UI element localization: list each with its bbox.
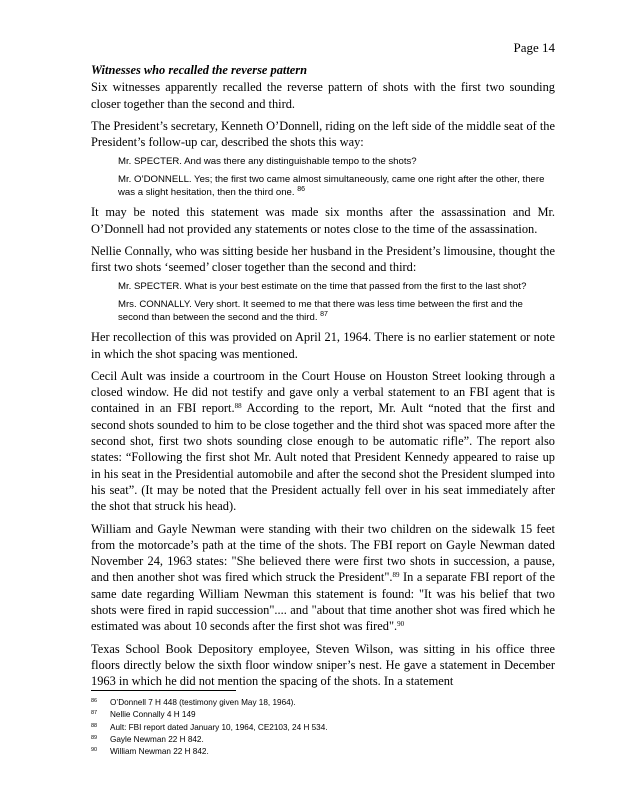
testimony-quote-connally bbox=[118, 281, 555, 324]
quote-line-specter-2: Mr. SPECTER. What is your best estimate on the time that passed from the first to the last shot? bbox=[118, 281, 527, 293]
quote-line-connally bbox=[118, 299, 555, 324]
footnote-ref-86: 86 bbox=[297, 185, 305, 193]
footnote-text: Nellie Connally 4 H 149 bbox=[110, 710, 196, 720]
paragraph-ault bbox=[91, 368, 555, 515]
footnote-divider bbox=[91, 690, 236, 691]
section-heading: Witnesses who recalled the reverse pattern bbox=[91, 63, 308, 77]
footnote bbox=[91, 734, 555, 746]
footnote bbox=[91, 746, 555, 758]
testimony-quote-odonnell bbox=[118, 156, 555, 199]
paragraph-newman bbox=[91, 521, 555, 635]
page-body bbox=[91, 62, 555, 695]
page-number: Page 14 bbox=[513, 40, 555, 55]
footnote-ref-88: 88 bbox=[234, 402, 242, 411]
quote-text-odonnell: Mr. O’DONNELL. Yes; the first two came almost simultaneously, came one right after the other, there was a slight hesitation, then the third one. bbox=[118, 174, 545, 198]
paragraph-wilson: Texas School Book Depository employee, Steven Wilson, was sitting in his office three floors directly below the sixth floor window sniper’s nest. He gave a statement in December 1963 in which he did not mention the spacing of the shots. In a statement bbox=[91, 641, 555, 689]
quote-line-specter-1: Mr. SPECTER. And was there any distinguishable tempo to the shots? bbox=[118, 156, 417, 168]
ault-text-1: Cecil Ault was inside a courtroom in the Court House on Houston Street looking through a closed window. He did not testify and gave only a verbal statement to an FBI agent that is contained in an FBI report. bbox=[91, 368, 555, 416]
ault-text-2: According to the report, Mr. Ault “noted that the first and second shots sounded to him to be close together and the third shot was spaced more after the second shot, first two shots sounding close enough to be automatic rifle”. The report also states: “Following the first shot Mr. Ault noted that President Kennedy appeared to raise up in his seat in the Presidential automobile and after the second shot the President slumped into his seat”. (It may be noted that the President actually fell over in his seat immediately after the shot that struck his head). bbox=[91, 401, 555, 514]
footnote-ref-87: 87 bbox=[320, 310, 328, 318]
footnote bbox=[91, 709, 555, 721]
footnote-number: 90 bbox=[91, 747, 98, 754]
footnote bbox=[91, 722, 555, 734]
quote-line-odonnell bbox=[118, 174, 555, 199]
footnote-text: William Newman 22 H 842. bbox=[110, 747, 209, 757]
footnote-text: O’Donnell 7 H 448 (testimony given May 18, 1964). bbox=[110, 698, 296, 707]
footnote-ref-89: 89 bbox=[392, 571, 400, 580]
footnote-number: 88 bbox=[91, 722, 98, 729]
paragraph-odonnell-note: It may be noted this statement was made six months after the assassination and Mr. O’Donnell had not provided any statements or notes close to the time of the assassination. bbox=[91, 205, 555, 236]
footnotes bbox=[91, 697, 555, 758]
quote-text-connally: Mrs. CONNALLY. Very short. It seemed to me that there was less time between the first and the second than between the second and the third. bbox=[118, 299, 523, 323]
footnote-ref-90: 90 bbox=[397, 620, 405, 629]
footnote-text: Gayle Newman 22 H 842. bbox=[110, 734, 204, 744]
newman-text-1: William and Gayle Newman were standing with their two children on the sidewalk 15 feet from the motorcade’s path at the time of the shots. The FBI report on Gayle Newman dated November 24, 1963 states: "She believed there were first two shots in succession, a pause, and then another shot was fired which struck the President". bbox=[91, 521, 555, 585]
paragraph-connally-note: Her recollection of this was provided on April 21, 1964. There is no earlier statement or note in which the shot spacing was mentioned. bbox=[91, 330, 555, 361]
paragraph-intro: Six witnesses apparently recalled the reverse pattern of shots with the first two sounding closer together than the second and third. bbox=[91, 80, 555, 111]
paragraph-connally: Nellie Connally, who was sitting beside her husband in the President’s limousine, thought the first two shots ‘seemed’ closer together than the second and third: bbox=[91, 243, 555, 275]
newman-text-2: In a separate FBI report of the same date regarding William Newman this statement is found: "It was his belief that two shots were fired in rapid succession".... and "about that time another shot was fired which he estimated was about 10 seconds after the first shot was fired". bbox=[91, 570, 555, 634]
footnote-number: 86 bbox=[91, 698, 98, 704]
footnote-text: Ault: FBI report dated January 10, 1964, CE2103, 24 H 534. bbox=[110, 722, 328, 732]
paragraph-odonnell: The President’s secretary, Kenneth O’Donnell, riding on the left side of the middle seat of the President’s follow-up car, described the shots this way: bbox=[91, 118, 555, 150]
footnote bbox=[91, 697, 555, 709]
footnote-number: 89 bbox=[91, 734, 98, 741]
footnote-number: 87 bbox=[91, 710, 98, 717]
